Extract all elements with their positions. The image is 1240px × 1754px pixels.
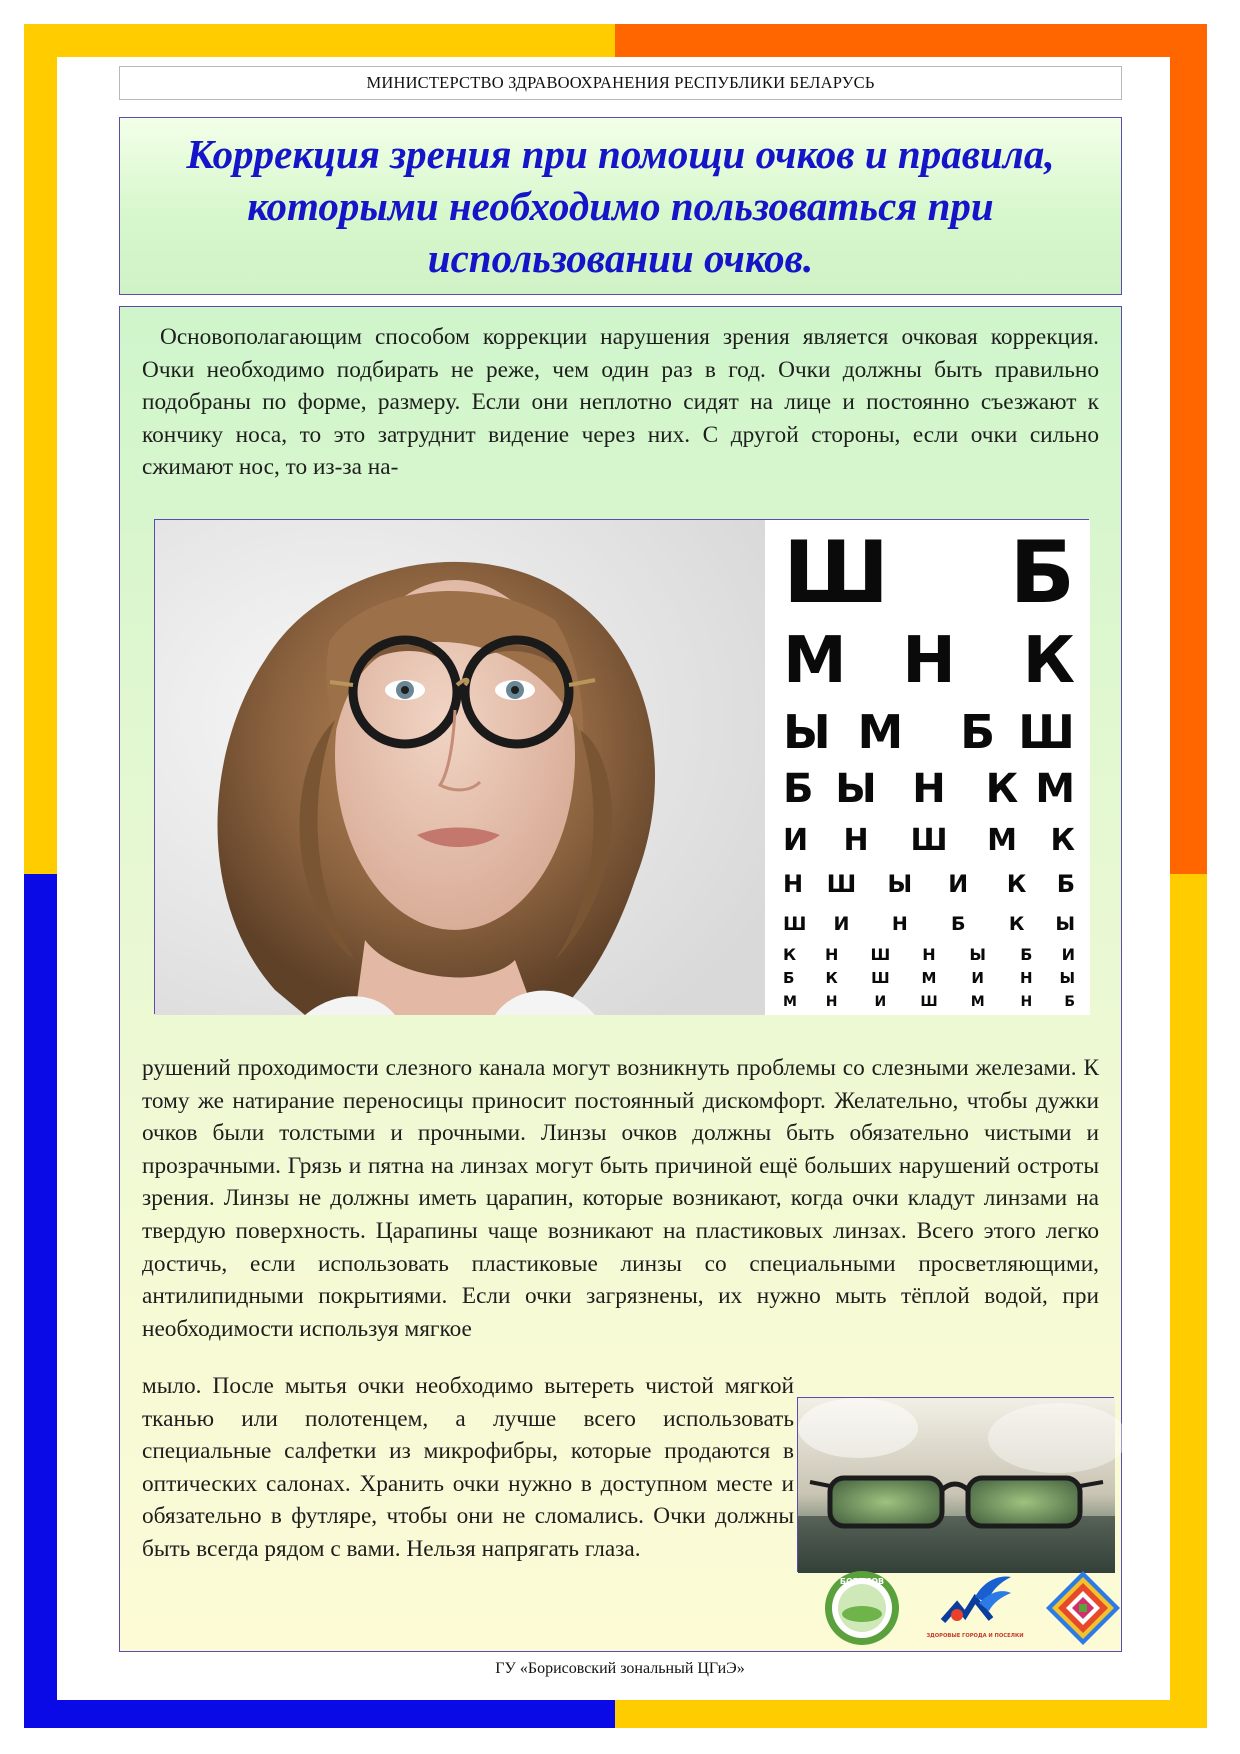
eye-chart-letter: М bbox=[970, 994, 985, 1010]
paragraph-closing: мыло. После мытья очки необходимо вытереть чистой мягкой тканью или полотенцем, а лучше всего использовать специальные салфетки из микрофибры, которые продаются в оптических салонах. Хранить очки нужно в доступном месте и обязательно в футляре, чтобы они не сломались. Очки должны быть всегда рядом с вами. Нельзя напрягать глаза. bbox=[142, 1373, 794, 1562]
eye-chart-letter: И bbox=[783, 823, 809, 858]
glasses-on-table-photo bbox=[797, 1397, 1114, 1572]
eye-chart-letter: Н bbox=[891, 913, 908, 935]
eye-chart-letter: Ш bbox=[870, 945, 891, 964]
eye-chart-letter: Н bbox=[843, 823, 869, 858]
eye-chart-letter: Ы bbox=[835, 766, 877, 812]
eye-chart-letter: Б bbox=[1009, 523, 1075, 623]
eye-chart-letter: М bbox=[1035, 766, 1075, 812]
eye-chart-letter: К bbox=[1008, 913, 1025, 935]
eye-chart-letter: К bbox=[783, 945, 797, 964]
eye-chart-letter: Н bbox=[824, 945, 839, 964]
eye-chart-letter: К bbox=[825, 969, 838, 987]
eye-chart-letter: Б bbox=[1056, 870, 1075, 898]
eye-chart-letter: Ш bbox=[871, 969, 890, 987]
eye-chart-letter: Ы bbox=[1055, 913, 1075, 935]
footer-organization: ГУ «Борисовский зональный ЦГиЭ» bbox=[495, 1660, 745, 1677]
eye-chart-letter: Ш bbox=[783, 523, 890, 623]
eye-chart-letter: Б bbox=[1064, 994, 1075, 1010]
woman-eye-chart-illustration bbox=[155, 520, 1090, 1015]
ornament-emblem-logo bbox=[1044, 1569, 1122, 1647]
eye-chart-letter: Н bbox=[825, 994, 838, 1010]
paragraph-main: рушений проходимости слезного канала могут возникнуть проблемы со слезными железами. К тому же натирание переносицы приносит постоянный дискомфорт. Желательно, чтобы дужки очков были толстыми и прочными. Линзы очков должны быть обязательно чистыми и прозрачными. Грязь и пятна на линзах могут быть причиной ещё больших нарушений остроты зрения. Линзы не должны иметь царапин, которые возникают, когда очки кладут линзами на твердую поверхность. Царапины чаще возникают на пластиковых линзах. Всего этого легко достичь, если использовать пластиковые линзы со специальными просветляющими, антилипидными покрытиями. Если очки загрязнены, их нужно мыть тёплой водой, при необходимости используя мягкое bbox=[142, 1055, 1099, 1342]
eye-chart-letter: Ш bbox=[1018, 705, 1075, 759]
healthy-cities-logo bbox=[926, 1569, 1024, 1649]
borisov-logo-text: БОРИСОВ bbox=[839, 1577, 885, 1586]
eye-chart-letter: Б bbox=[783, 766, 814, 812]
eye-chart-letter: Н bbox=[902, 624, 956, 698]
eye-chart-letter: Б bbox=[1020, 945, 1033, 964]
healthy-cities-logo-text: ЗДОРОВЫЕ ГОРОДА И ПОСЕЛКИ bbox=[926, 1633, 1024, 1639]
eye-chart-letter: Б bbox=[960, 705, 996, 759]
eye-chart-letter: Ы bbox=[1059, 969, 1075, 987]
eye-chart-letter: К bbox=[1022, 624, 1075, 698]
eye-chart-letter: К bbox=[985, 766, 1019, 812]
borisov-healthy-city-logo bbox=[823, 1569, 901, 1647]
woman-eye-chart-photo bbox=[154, 519, 1089, 1014]
eye-chart-letter: Ш bbox=[920, 994, 938, 1010]
ministry-header: МИНИСТЕРСТВО ЗДРАВООХРАНЕНИЯ РЕСПУБЛИКИ БЕЛАРУСЬ bbox=[119, 66, 1122, 100]
content-box bbox=[119, 306, 1122, 1652]
eye-chart-letter: К bbox=[1006, 870, 1027, 898]
eye-chart-letter: И bbox=[971, 969, 984, 987]
eye-chart-letter: И bbox=[833, 913, 850, 935]
glasses-illustration bbox=[798, 1398, 1115, 1573]
eye-chart-letter: Н bbox=[922, 945, 936, 964]
eye-chart-letter: М bbox=[783, 624, 847, 698]
eye-chart-letter: М bbox=[857, 705, 904, 759]
eye-chart-letter: К bbox=[1050, 823, 1075, 858]
eye-chart-letter: Ш bbox=[826, 870, 857, 898]
paragraph-intro: Основополагающим способом коррекции нарушения зрения является очковая коррекция. Очки необходимо подбирать не реже, чем один раз в год. Очки должны быть правильно подобраны по форме, размеру. Если они неплотно сидят на лице и постоянно съезжают к кончику носа, то это затруднит видение через них. С другой стороны, если очки сильно сжимают нос, то из-за на- bbox=[142, 324, 1099, 481]
eye-chart-letter: Н bbox=[912, 766, 946, 812]
eye-chart-letter: Б bbox=[783, 969, 795, 987]
eye-chart-letter: М bbox=[783, 994, 797, 1010]
eye-chart-letter: Ш bbox=[910, 823, 948, 858]
eye-chart-letter: Н bbox=[1020, 994, 1033, 1010]
eye-chart-letter: И bbox=[948, 870, 969, 898]
eye-chart-letter: М bbox=[987, 823, 1017, 858]
eye-chart-letter: Н bbox=[783, 870, 804, 898]
eye-chart-letter: Б bbox=[950, 913, 966, 935]
title-box bbox=[119, 117, 1122, 295]
eye-chart-letter: Ы bbox=[783, 705, 831, 759]
page-title: Коррекция зрения при помощи очков и правила, которыми необходимо пользоваться при использовании очков. bbox=[186, 131, 1055, 281]
eye-chart-letter: И bbox=[1061, 945, 1075, 964]
eye-chart-letter: Н bbox=[1020, 969, 1033, 987]
eye-chart-letter: М bbox=[921, 969, 937, 987]
eye-chart-letter: И bbox=[874, 994, 887, 1010]
eye-chart-letter: Ы bbox=[887, 870, 913, 898]
eye-chart-letter: Ы bbox=[969, 945, 986, 964]
eye-chart-letter: Ш bbox=[783, 913, 807, 935]
